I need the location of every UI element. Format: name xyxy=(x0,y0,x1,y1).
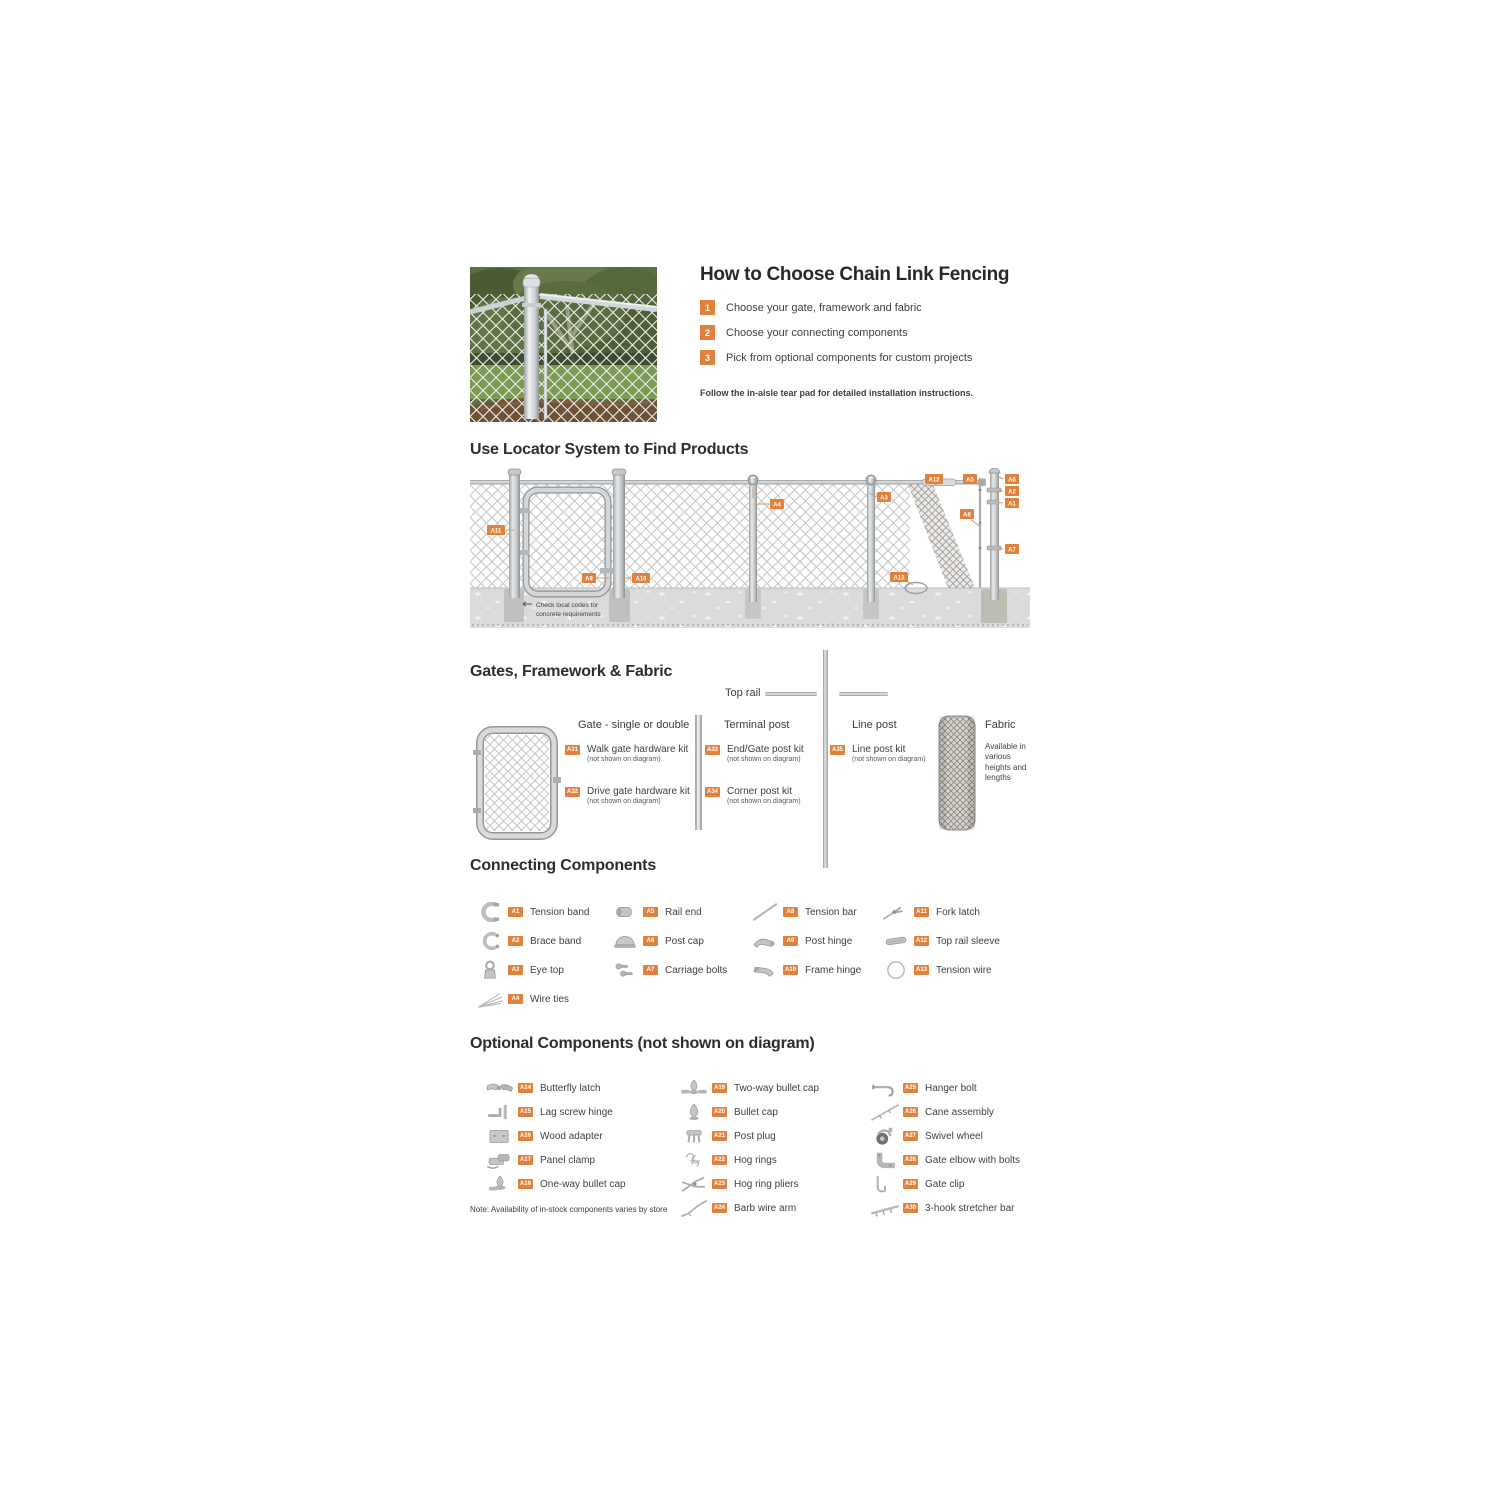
svg-text:A4: A4 xyxy=(773,502,781,509)
terminal-post-illustration xyxy=(695,715,702,830)
locator-code-badge: A12 xyxy=(915,938,927,944)
step-3 xyxy=(700,350,1040,365)
locator-code-badge: A30 xyxy=(904,1205,916,1211)
component-carriage-bolts: A7 Carriage bolts xyxy=(608,960,727,980)
component-barb-wire-arm: A24 Barb wire arm xyxy=(677,1198,796,1218)
two-way-bullet-cap-icon xyxy=(679,1078,709,1098)
one-way-bullet-cap-icon xyxy=(485,1174,515,1194)
component-hog-ring-pliers: A23 Hog ring pliers xyxy=(677,1174,798,1194)
callout-a13 xyxy=(890,572,908,582)
component-brace-band: A2 Brace band xyxy=(473,931,581,951)
gate-clip-icon xyxy=(870,1174,900,1194)
step-1-number: 1 xyxy=(700,300,715,315)
wire-ties-icon xyxy=(475,989,505,1009)
locator-code-badge: A27 xyxy=(904,1133,916,1139)
gates-heading: Gates, Framework & Fabric xyxy=(470,663,673,680)
post-hinge-icon xyxy=(750,931,780,951)
svg-text:A10: A10 xyxy=(635,576,647,583)
gate-illustration xyxy=(472,722,562,844)
top-rail-sleeve-icon xyxy=(881,931,911,951)
lag-screw-hinge-icon xyxy=(485,1102,515,1122)
step-3-text: Pick from optional components for custom projects xyxy=(726,352,973,365)
component-hanger-bolt: A25 Hanger bolt xyxy=(868,1078,977,1098)
tension-band-icon xyxy=(475,902,505,922)
component-stretcher-bar: A30 3-hook stretcher bar xyxy=(868,1198,1015,1218)
svg-text:A7: A7 xyxy=(1008,547,1016,554)
callout-a10 xyxy=(632,573,650,583)
line-post-label: Line post xyxy=(852,719,897,731)
step-1 xyxy=(700,300,1040,315)
component-frame-hinge: A10 Frame hinge xyxy=(748,960,861,980)
frame-hinge-icon xyxy=(750,960,780,980)
component-butterfly-latch: A14 Butterfly latch xyxy=(483,1078,601,1098)
component-two-way-bullet-cap: A19 Two-way bullet cap xyxy=(677,1078,819,1098)
locator-code-badge: A1 xyxy=(508,907,523,917)
hog-ring-pliers-icon xyxy=(679,1174,709,1194)
availability-note: Note: Availability of in-stock components varies by store xyxy=(470,1205,668,1214)
locator-code-badge: A19 xyxy=(713,1085,725,1091)
hanger-bolt-icon xyxy=(870,1078,900,1098)
component-swivel-wheel: A27 Swivel wheel xyxy=(868,1126,983,1146)
locator-code-badge: A21 xyxy=(713,1133,725,1139)
intro-footnote: Follow the in-aisle tear pad for detailed installation instructions. xyxy=(700,388,974,399)
locator-code-badge: A31 xyxy=(566,747,578,753)
component-post-plug: A21 Post plug xyxy=(677,1126,776,1146)
steps-list xyxy=(700,300,1040,365)
locator-code-badge: A6 xyxy=(643,936,658,946)
callout-a7 xyxy=(1005,544,1019,554)
bullet-cap-icon xyxy=(679,1102,709,1122)
terminal-post-label: Terminal post xyxy=(724,719,790,731)
concrete-note-line1: Check local codes for xyxy=(536,602,599,609)
fabric-label: Fabric xyxy=(985,719,1016,731)
callout-a8 xyxy=(960,509,974,519)
wood-adapter-icon xyxy=(485,1126,515,1146)
concrete-note-line2: concrete requirements xyxy=(536,611,601,618)
locator-code-badge: A23 xyxy=(713,1181,725,1187)
component-gate-elbow: A28 Gate elbow with bolts xyxy=(868,1150,1020,1170)
rail-end-icon xyxy=(610,902,640,922)
gate-elbow-icon xyxy=(870,1150,900,1170)
locator-code-badge: A32 xyxy=(566,789,578,795)
barb-wire-arm-icon xyxy=(679,1198,709,1218)
locator-code-badge: A13 xyxy=(915,967,927,973)
locator-code-badge: A5 xyxy=(643,907,658,917)
gate-column-label: Gate - single or double xyxy=(578,719,690,731)
kit-end-gate-post: A33 End/Gate post kit (not shown on diagram) xyxy=(706,744,804,763)
component-gate-clip: A29 Gate clip xyxy=(868,1174,964,1194)
callout-a11 xyxy=(487,525,505,535)
intro-panel xyxy=(700,264,1040,398)
locator-code-badge: A18 xyxy=(519,1181,531,1187)
carriage-bolts-icon xyxy=(610,960,640,980)
line-post-illustration xyxy=(823,650,828,868)
top-rail-illustration-right xyxy=(839,692,888,696)
component-tension-bar: A8 Tension bar xyxy=(748,902,857,922)
component-lag-screw-hinge: A15 Lag screw hinge xyxy=(483,1102,613,1122)
stretcher-bar-icon xyxy=(870,1198,900,1218)
step-3-number: 3 xyxy=(700,350,715,365)
fence-photo xyxy=(470,267,657,422)
step-2-text: Choose your connecting components xyxy=(726,327,908,340)
locator-code-badge: A34 xyxy=(706,789,718,795)
svg-text:A13: A13 xyxy=(893,575,905,582)
kit-drive-gate: A32 Drive gate hardware kit (not shown on diagram) xyxy=(566,786,690,805)
component-cane-assembly: A26 Cane assembly xyxy=(868,1102,994,1122)
fabric-roll-illustration xyxy=(936,713,978,833)
svg-text:A2: A2 xyxy=(1008,489,1016,496)
kit-walk-gate: A31 Walk gate hardware kit (not shown on diagram) xyxy=(566,744,689,763)
locator-heading: Use Locator System to Find Products xyxy=(470,441,749,458)
kit-corner-post: A34 Corner post kit (not shown on diagram) xyxy=(706,786,801,805)
svg-text:A5: A5 xyxy=(966,477,974,484)
callout-a12 xyxy=(925,474,943,484)
post-cap-icon xyxy=(610,931,640,951)
component-hog-rings: A22 Hog rings xyxy=(677,1150,777,1170)
component-panel-clamp: A17 Panel clamp xyxy=(483,1150,595,1170)
locator-code-badge: A15 xyxy=(519,1109,531,1115)
callout-a2 xyxy=(1005,486,1019,496)
butterfly-latch-icon xyxy=(485,1078,515,1098)
panel-clamp-icon xyxy=(485,1150,515,1170)
locator-code-badge: A3 xyxy=(508,965,523,975)
locator-code-badge: A17 xyxy=(519,1157,531,1163)
hog-rings-icon xyxy=(679,1150,709,1170)
locator-code-badge: A16 xyxy=(519,1133,531,1139)
callout-a4 xyxy=(770,499,784,509)
locator-code-badge: A14 xyxy=(519,1085,531,1091)
top-rail-label: Top rail xyxy=(725,687,761,699)
eye-top-icon xyxy=(475,960,505,980)
locator-code-badge: A4 xyxy=(508,994,523,1004)
callout-a5 xyxy=(963,474,977,484)
svg-text:A1: A1 xyxy=(1008,501,1016,508)
cane-assembly-icon xyxy=(870,1102,900,1122)
kit-line-post: A35 Line post kit (not shown on diagram) xyxy=(831,744,926,763)
locator-code-badge: A26 xyxy=(904,1109,916,1115)
component-top-rail-sleeve: A12 Top rail sleeve xyxy=(879,931,1000,951)
locator-code-badge: A25 xyxy=(904,1085,916,1091)
callout-a1 xyxy=(1005,498,1019,508)
locator-code-badge: A7 xyxy=(643,965,658,975)
callout-a9 xyxy=(582,573,596,583)
locator-code-badge: A8 xyxy=(783,907,798,917)
locator-code-badge: A9 xyxy=(783,936,798,946)
locator-code-badge: A2 xyxy=(508,936,523,946)
tension-wire-icon xyxy=(881,960,911,980)
svg-text:A3: A3 xyxy=(880,495,888,502)
svg-text:A8: A8 xyxy=(963,512,971,519)
svg-text:A12: A12 xyxy=(928,477,940,484)
callout-a3 xyxy=(877,492,891,502)
connecting-heading: Connecting Components xyxy=(470,857,657,874)
component-tension-band: A1 Tension band xyxy=(473,902,590,922)
tension-bar-icon xyxy=(750,902,780,922)
component-wood-adapter: A16 Wood adapter xyxy=(483,1126,603,1146)
fabric-availability-note: Available in various heights and lengths xyxy=(985,742,1027,783)
component-post-hinge: A9 Post hinge xyxy=(748,931,852,951)
tension-bar-detail xyxy=(979,478,982,588)
locator-code-badge: A28 xyxy=(904,1157,916,1163)
locator-diagram xyxy=(470,468,1030,638)
component-rail-end: A5 Rail end xyxy=(608,902,702,922)
svg-text:A11: A11 xyxy=(490,528,502,535)
post-plug-icon xyxy=(679,1126,709,1146)
swivel-wheel-icon xyxy=(870,1126,900,1146)
locator-code-badge: A29 xyxy=(904,1181,916,1187)
component-post-cap: A6 Post cap xyxy=(608,931,704,951)
component-one-way-bullet-cap: A18 One-way bullet cap xyxy=(483,1174,626,1194)
locator-code-badge: A33 xyxy=(706,747,718,753)
callout-a6 xyxy=(1005,474,1019,484)
component-tension-wire: A13 Tension wire xyxy=(879,960,992,980)
component-fork-latch: A11 Fork latch xyxy=(879,902,980,922)
step-2-number: 2 xyxy=(700,325,715,340)
locator-code-badge: A22 xyxy=(713,1157,725,1163)
locator-code-badge: A10 xyxy=(784,967,796,973)
component-wire-ties: A4 Wire ties xyxy=(473,989,569,1009)
svg-text:A9: A9 xyxy=(585,576,593,583)
top-rail-illustration-left xyxy=(765,692,817,696)
step-1-text: Choose your gate, framework and fabric xyxy=(726,302,922,315)
brace-band-icon xyxy=(475,931,505,951)
locator-code-badge: A24 xyxy=(713,1205,725,1211)
locator-code-badge: A11 xyxy=(914,907,929,917)
component-bullet-cap: A20 Bullet cap xyxy=(677,1102,778,1122)
svg-text:A6: A6 xyxy=(1008,477,1016,484)
page-title: How to Choose Chain Link Fencing xyxy=(700,264,1010,285)
locator-code-badge: A20 xyxy=(713,1109,725,1115)
step-2 xyxy=(700,325,1040,340)
locator-code-badge: A35 xyxy=(831,747,843,753)
optional-heading: Optional Components (not shown on diagram) xyxy=(470,1035,815,1052)
component-eye-top: A3 Eye top xyxy=(473,960,564,980)
fork-latch-icon xyxy=(881,902,911,922)
